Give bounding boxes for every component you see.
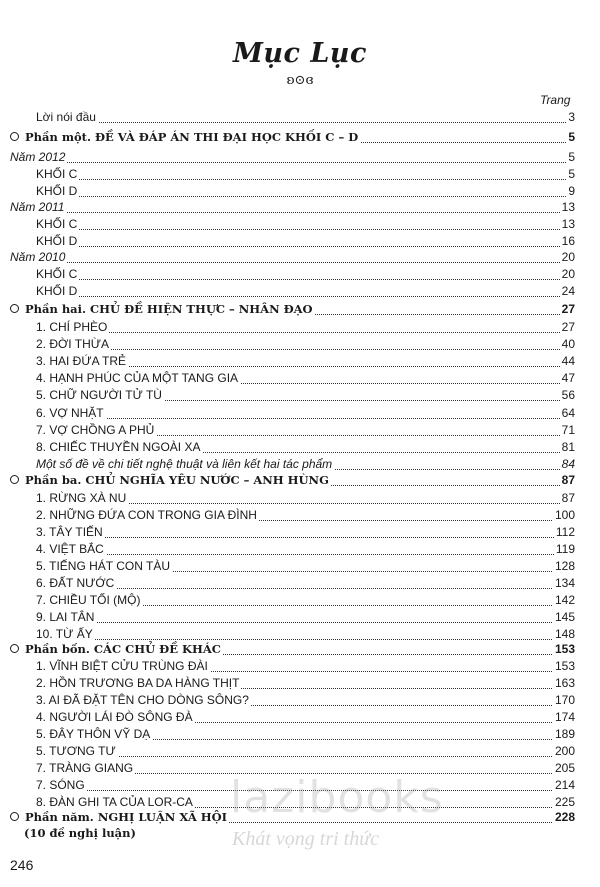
toc-row [0,284,600,300]
toc-entry-text: 4. HẠNH PHÚC CỦA MỘT TANG GIA [36,371,239,385]
toc-entry-label [10,810,229,824]
toc-entry-text: 3. HAI ĐỨA TRẺ [36,354,127,368]
toc-entry-text: Phần một. ĐỀ VÀ ĐÁP ÁN THI ĐẠI HỌC KHỐI C – D [25,130,359,144]
toc-entry-text: Năm 2010 [10,250,66,264]
toc-entry-label [36,371,240,385]
toc-entry-label [10,302,315,316]
toc-row [0,388,600,404]
dot-leader [36,588,574,589]
toc-entry-page: 20 [561,267,575,281]
toc-entry-page: 84 [561,457,575,471]
toc-entry-label [36,542,106,556]
toc-entry-page: 27 [561,302,575,316]
toc-row [0,110,600,126]
toc-entry-page: 87 [561,473,575,487]
toc-entry-label [36,184,79,198]
toc-entry-page: 100 [554,508,575,522]
toc-row [0,440,600,456]
toc-entry-page: 56 [561,388,575,402]
toc-entry-label [36,559,172,573]
toc-entry-label [36,284,79,298]
dot-leader [36,622,574,623]
toc-entry-label [36,795,195,809]
toc-entry-label [36,406,106,420]
toc-entry-label [36,593,142,607]
toc-part-row [0,473,600,489]
toc-entry-label [36,217,79,231]
toc-row [0,337,600,353]
toc-entry-label [36,337,111,351]
toc-entry-text: 2. HỒN TRƯƠNG BA DA HÀNG THỊT [36,676,240,690]
dot-leader [36,179,574,180]
toc-entry-text: 4. VIỆT BẮC [36,542,104,556]
toc-part-row [0,130,600,146]
toc-entry-page: 87 [561,491,575,505]
dot-leader [10,162,574,163]
toc-entry-text: Phần bốn. CÁC CHỦ ĐỀ KHÁC [25,642,221,656]
toc-entry-label [36,110,98,124]
toc-entry-label [36,354,128,368]
toc-entry-text: 4. NGƯỜI LÁI ĐÒ SÔNG ĐÀ [36,710,193,724]
toc-entry-label [36,508,259,522]
toc-entry-label [36,457,334,471]
circle-bullet-icon [10,132,19,141]
toc-entry-label [36,491,128,505]
toc-entry-page: 9 [568,184,575,198]
toc-entry-label [36,727,152,741]
toc-entry-text: 1. CHÍ PHÈO [36,320,108,334]
toc-entry-page: 119 [555,542,575,556]
toc-entry-page: 16 [561,234,575,248]
toc-entry-text: Phần năm. NGHỊ LUẬN XÃ HỘI [25,810,228,824]
toc-entry-page: 142 [554,593,575,607]
toc-entry-page: 5 [568,150,575,164]
toc-entry-page: 112 [555,525,575,539]
toc-row [0,423,600,439]
toc-entry-text: Phần hai. CHỦ ĐỀ HIỆN THỰC – NHÂN ĐẠO [25,302,313,316]
toc-entry-page: 163 [554,676,575,690]
toc-entry-text: 1. RỪNG XÀ NU [36,491,127,505]
toc-entry-text: Năm 2012 [10,150,66,164]
toc-entry-text: KHỐI D [36,184,78,198]
toc-entry-text: KHỐI C [36,217,78,231]
toc-row [0,676,600,692]
watermark-brand: lazibooks [230,772,444,823]
toc-row [0,576,600,592]
toc-row [0,627,600,643]
circle-bullet-icon [10,812,19,821]
part-five-subnote: (10 đề nghị luận) [24,826,136,840]
toc-entry-text: Phần ba. CHỦ NGHĨA YÊU NƯỚC – ANH HÙNG [25,473,329,487]
toc-entry-label [36,693,251,707]
watermark-slogan: Khát vọng tri thức [232,828,380,850]
toc-row [0,593,600,609]
toc-entry-page: 64 [561,406,575,420]
dot-leader [36,296,574,297]
page-number: 246 [10,857,34,873]
toc-entry-text: Lời nói đầu [36,110,96,124]
toc-entry-page: 205 [554,761,575,775]
toc-row [0,710,600,726]
dot-leader [36,332,574,333]
toc-entry-text: KHỐI C [36,267,78,281]
toc-row [0,267,600,283]
toc-entry-text: 5. CHỮ NGƯỜI TỬ TÙ [36,388,162,402]
dot-leader [36,196,574,197]
toc-row [0,371,600,387]
toc-entry-page: 20 [561,250,575,264]
toc-row [0,508,600,524]
toc-row [0,320,600,336]
toc-entry-text: 2. ĐỜI THỪA [36,337,109,351]
page-column-header: Trang [540,93,571,107]
toc-entry-page: 153 [554,659,575,673]
toc-entry-label [36,440,202,454]
dot-leader [10,212,574,213]
ornament-divider: ʚ⊙ɞ [286,73,314,88]
toc-entry-page: 24 [561,284,575,298]
toc-entry-page: 47 [561,371,575,385]
toc-entry-page: 145 [554,610,575,624]
toc-row [0,610,600,626]
toc-entry-text: 7. CHIỀU TỐI (MỘ) [36,593,141,607]
toc-entry-label [36,267,79,281]
toc-entry-page: 148 [554,627,575,641]
page-title: Mục Lục [233,38,367,69]
toc-entry-text: 7. VỢ CHỒNG A PHỦ [36,423,155,437]
toc-entry-label [36,576,116,590]
toc-entry-label [10,473,331,487]
toc-entry-label [10,200,66,214]
toc-entry-label [36,320,109,334]
toc-entry-label [36,659,210,673]
dot-leader [36,537,574,538]
dot-leader [36,639,574,640]
toc-row [0,184,600,200]
toc-entry-text: 10. TỪ ẤY [36,627,93,641]
toc-entry-page: 170 [554,693,575,707]
toc-entry-label [36,423,156,437]
toc-entry-label [10,130,360,144]
toc-entry-label [36,610,96,624]
toc-entry-text: 2. NHỮNG ĐỨA CON TRONG GIA ĐÌNH [36,508,257,522]
toc-row [0,234,600,250]
toc-row [0,167,600,183]
toc-entry-page: 174 [554,710,575,724]
toc-entry-page: 3 [568,110,575,124]
toc-entry-text: 3. TÂY TIẾN [36,525,103,539]
toc-entry-label [36,778,87,792]
toc-row [0,744,600,760]
toc-part-row [0,642,600,658]
toc-entry-label [36,627,95,641]
toc-entry-label [10,150,67,164]
dot-leader [10,262,574,263]
toc-entry-text: 6. ĐẤT NƯỚC [36,576,115,590]
toc-row [0,217,600,233]
dot-leader [36,349,574,350]
toc-entry-page: 81 [561,440,575,454]
toc-entry-page: 214 [554,778,575,792]
toc-year-row [0,200,600,216]
toc-row [0,525,600,541]
toc-entry-text: 8. CHIẾC THUYỀN NGOÀI XA [36,440,201,454]
toc-entry-label [36,525,105,539]
toc-entry-page: 13 [561,217,575,231]
toc-entry-page: 134 [554,576,575,590]
toc-row [0,491,600,507]
toc-entry-text: 5. TIẾNG HÁT CON TÀU [36,559,171,573]
toc-entry-text: Một số đề về chi tiết nghệ thuật và liên kết hai tác phẩm [36,457,333,471]
circle-bullet-icon [10,304,19,313]
toc-entry-page: 200 [554,744,575,758]
dot-leader [36,554,574,555]
toc-row [0,457,600,473]
toc-row [0,659,600,675]
toc-entry-text: 6. VỢ NHẶT [36,406,104,420]
toc-entry-text: 7. TRÀNG GIANG [36,761,134,775]
toc-entry-label [10,250,67,264]
toc-entry-label [36,676,241,690]
toc-row [0,542,600,558]
toc-entry-page: 71 [561,423,575,437]
toc-row [0,354,600,370]
toc-entry-page: 5 [568,167,575,181]
toc-entry-page: 128 [554,559,575,573]
toc-row [0,559,600,575]
toc-entry-text: 5. TƯƠNG TƯ [36,744,116,758]
toc-entry-label [36,710,195,724]
toc-entry-text: 8. ĐÀN GHI TA CỦA LOR-CA [36,795,193,809]
toc-entry-text: KHỐI C [36,167,78,181]
dot-leader [36,246,574,247]
toc-year-row [0,150,600,166]
dot-leader [36,122,574,123]
toc-entry-page: 225 [554,795,575,809]
toc-year-row [0,250,600,266]
toc-entry-label [10,642,223,656]
toc-entry-text: 1. VĨNH BIỆT CỬU TRÙNG ĐÀI [36,659,208,673]
toc-entry-page: 5 [568,130,575,144]
dot-leader [36,418,574,419]
toc-entry-label [36,744,118,758]
toc-entry-page: 153 [554,642,575,656]
toc-row [0,406,600,422]
toc-entry-page: 189 [554,727,575,741]
toc-entry-page: 40 [561,337,575,351]
toc-entry-text: KHỐI D [36,234,78,248]
toc-entry-text: 3. AI ĐÃ ĐẶT TÊN CHO DÒNG SÔNG? [36,693,249,707]
toc-part-row [0,302,600,318]
toc-entry-page: 13 [561,200,575,214]
circle-bullet-icon [10,475,19,484]
toc-entry-text: 9. LAI TÂN [36,610,95,624]
toc-entry-label [36,234,79,248]
toc-entry-page: 44 [561,354,575,368]
toc-entry-text: 7. SÓNG [36,778,85,792]
toc-entry-page: 228 [554,810,575,824]
toc-row [0,693,600,709]
toc-entry-label [36,388,164,402]
toc-row [0,727,600,743]
toc-entry-text: KHỐI D [36,284,78,298]
toc-entry-label [36,761,135,775]
toc-entry-text: Năm 2011 [10,200,65,214]
dot-leader [36,229,574,230]
circle-bullet-icon [10,644,19,653]
toc-entry-label [36,167,79,181]
toc-entry-page: 27 [561,320,575,334]
toc-entry-text: 5. ĐÂY THÔN VỸ DẠ [36,727,151,741]
dot-leader [36,279,574,280]
